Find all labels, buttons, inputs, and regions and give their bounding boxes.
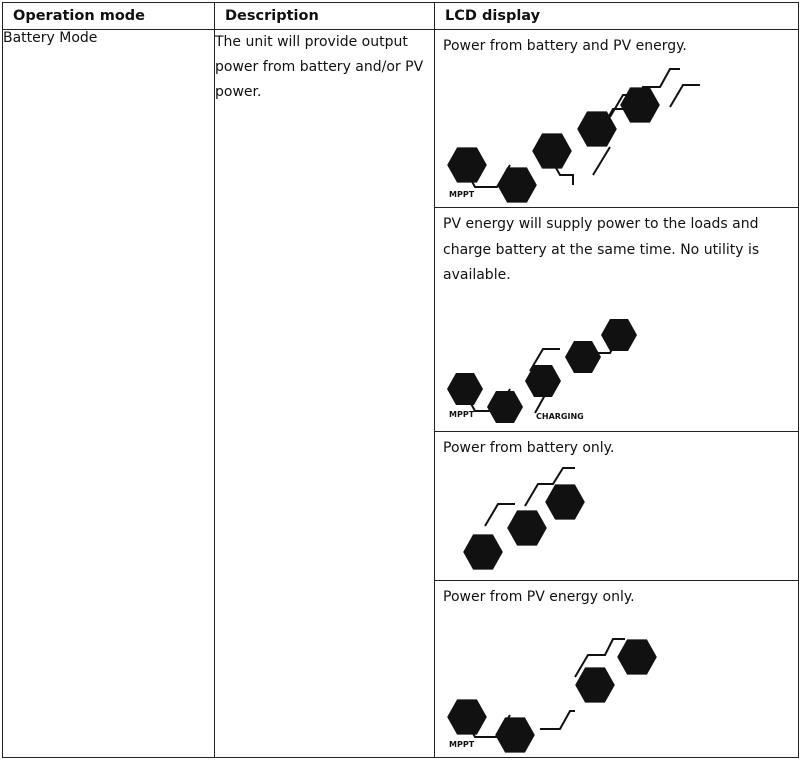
battery-icon — [532, 133, 572, 168]
header-operation-mode: Operation mode — [3, 3, 215, 30]
lcd-flow-diagram — [435, 617, 797, 757]
dc-dc-converter-icon — [495, 717, 535, 752]
dc-dc-converter-icon — [497, 167, 537, 202]
lcd-cell-pv-charging — [435, 208, 799, 432]
mppt-label: MPPT — [449, 190, 475, 199]
operation-mode-table — [2, 2, 799, 758]
battery-icon — [463, 534, 503, 569]
ac-outlet-icon — [617, 639, 657, 674]
operation-mode-cell: Battery Mode — [3, 30, 215, 758]
dc-ac-inverter-icon — [565, 341, 601, 373]
lcd-caption: Power from battery and PV energy. — [443, 38, 687, 54]
lcd-cell-pv-only — [435, 581, 799, 758]
dc-dc-converter-icon — [487, 391, 523, 423]
charging-label: CHARGING — [536, 412, 584, 421]
lcd-caption: PV energy will supply power to the loads and charge battery at the same time. No utility is available. — [443, 216, 760, 283]
dc-ac-inverter-icon — [507, 510, 547, 545]
description-cell: The unit will provide output power from battery and/or PV power. — [215, 30, 435, 758]
header-lcd-display: LCD display — [435, 3, 799, 30]
header-description: Description — [215, 3, 435, 30]
mppt-label: MPPT — [449, 740, 475, 749]
lcd-flow-diagram — [435, 291, 797, 431]
lcd-caption: Power from battery only. — [443, 440, 615, 456]
solar-panel-icon — [447, 699, 487, 734]
lcd-cell-battery-and-pv — [435, 30, 799, 208]
lcd-cell-battery-only — [435, 432, 799, 581]
lcd-flow-diagram — [435, 57, 797, 207]
table-row — [3, 30, 799, 208]
mppt-label: MPPT — [449, 410, 475, 419]
lcd-caption: Power from PV energy only. — [443, 589, 635, 605]
ac-outlet-icon — [601, 319, 637, 351]
solar-panel-icon — [447, 373, 483, 405]
dc-ac-inverter-icon — [575, 667, 615, 702]
solar-panel-icon — [447, 147, 487, 182]
lcd-flow-diagram — [435, 460, 797, 580]
table-header-row — [3, 3, 799, 30]
ac-outlet-icon — [545, 484, 585, 519]
ac-outlet-icon — [620, 87, 660, 122]
